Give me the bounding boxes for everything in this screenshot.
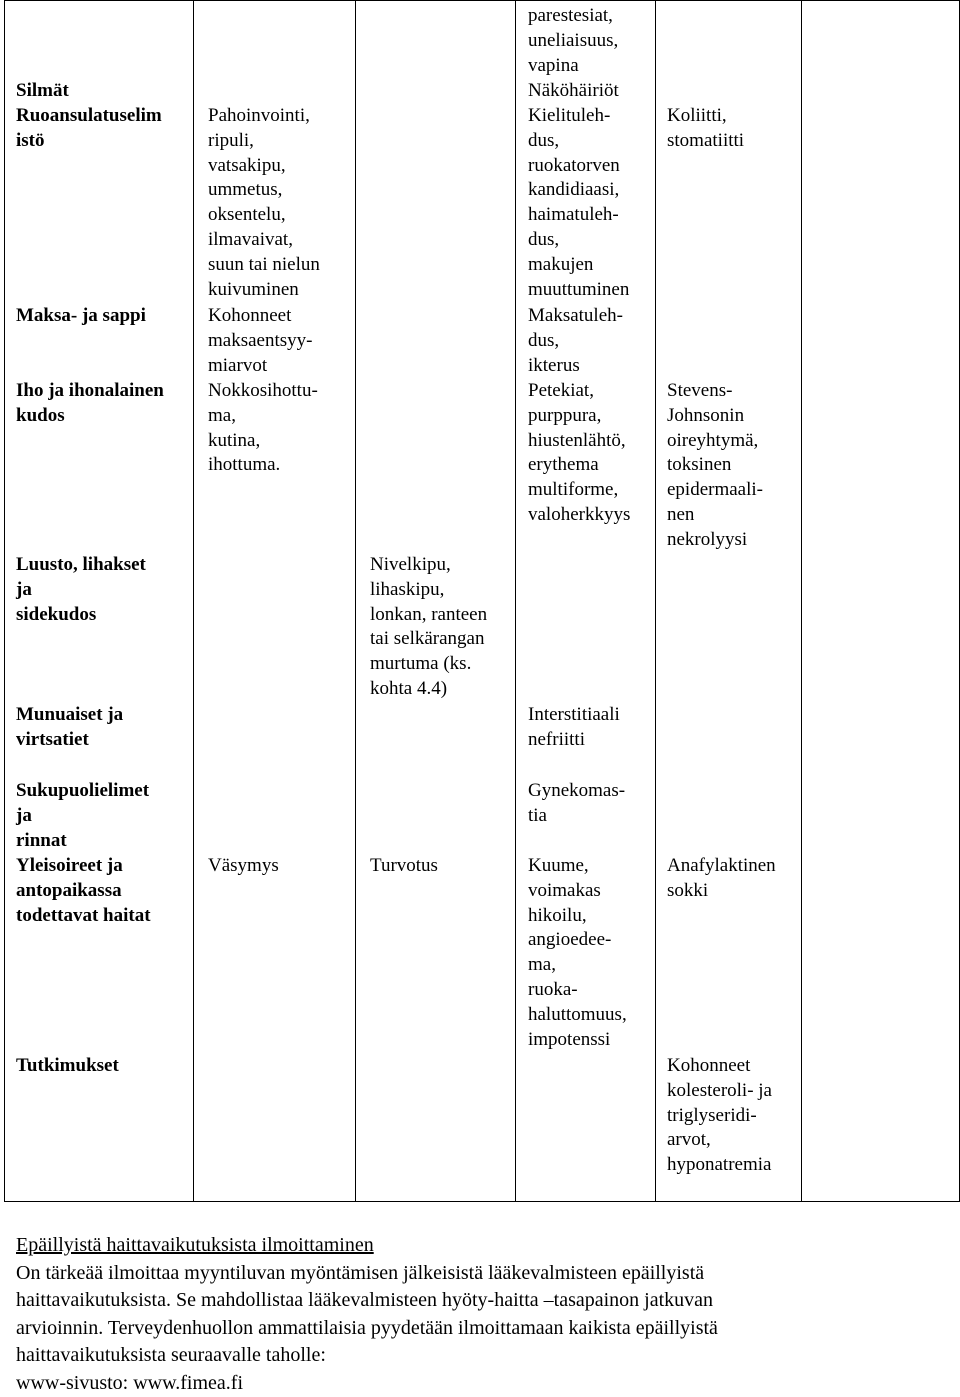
cell-effect-eyes: Näköhäiriöt xyxy=(528,79,619,104)
column-divider-4 xyxy=(655,0,656,1202)
adverse-effects-table xyxy=(4,0,960,1202)
table-border-left xyxy=(4,0,5,1202)
column-divider-2 xyxy=(355,0,356,1202)
organ-reproductive: Sukupuolielimet ja rinnat xyxy=(16,779,149,853)
reporting-text: On tärkeää ilmoittaa myyntiluvan myöntämisen jälkeisistä lääkevalmisteen epäillyistä haittavaikutuksista. Se mahdollistaa lääkevalmisteen hyöty-haitta –tasapainon jatkuvan arvioinnin. Terveydenhuollon ammattilaisia pyydetään ilmoittamaan kaikista epäillyistä haittavaikutuksista seuraavalle taholle: www-sivusto: www.fimea.fi xyxy=(16,1260,946,1397)
column-divider-5 xyxy=(801,0,802,1202)
cell-digestive-rare: Kielituleh- dus, ruokatorven kandidiaasi, haimatuleh- dus, makujen muuttuminen xyxy=(528,104,629,302)
column-divider-3 xyxy=(515,0,516,1202)
organ-liver: Maksa- ja sappi xyxy=(16,304,146,329)
organ-eyes: Silmät xyxy=(16,79,69,104)
organ-skin: Iho ja ihonalainen kudos xyxy=(16,379,164,429)
cell-kidney-rare: Interstitiaali nefriitti xyxy=(528,703,620,753)
table-border-top xyxy=(4,0,960,1)
column-divider-1 xyxy=(193,0,194,1202)
organ-kidney: Munuaiset ja virtsatiet xyxy=(16,703,123,753)
cell-general-rare: Kuume, voimakas hikoilu, angioedee- ma, ruoka- haluttomuus, impotenssi xyxy=(528,854,627,1052)
organ-investigations: Tutkimukset xyxy=(16,1054,119,1079)
cell-liver-rare: Maksatuleh- dus, ikterus xyxy=(528,304,623,378)
cell-liver-common: Kohonneet maksaentsyy- miarvot xyxy=(208,304,312,378)
cell-skin-rare: Petekiat, purppura, hiustenlähtö, erythema multiforme, valoherkkyys xyxy=(528,379,630,528)
cell-skin-common: Nokkosihottu- ma, kutina, ihottuma. xyxy=(208,379,318,478)
reporting-section xyxy=(16,1232,946,1397)
cell-investigations-very-rare: Kohonneet kolesteroli- ja triglyseridi- arvot, hyponatremia xyxy=(667,1054,772,1178)
cell-general-uncommon: Turvotus xyxy=(370,854,438,879)
cell-skin-very-rare: Stevens- Johnsonin oireyhtymä, toksinen epidermaali- nen nekrolyysi xyxy=(667,379,763,553)
cell-general-very-rare: Anafylaktinen sokki xyxy=(667,854,776,904)
cell-general-common: Väsymys xyxy=(208,854,279,879)
organ-digestive: Ruoansulatuselim istö xyxy=(16,104,162,154)
cell-effect-nervous: parestesiat, uneliaisuus, vapina xyxy=(528,4,618,78)
cell-digestive-common: Pahoinvointi, ripuli, vatsakipu, ummetus, oksentelu, ilmavaivat, suun tai nielun kuivuminen xyxy=(208,104,320,302)
organ-general: Yleisoireet ja antopaikassa todettavat haitat xyxy=(16,854,151,928)
cell-digestive-very-rare: Koliitti, stomatiitti xyxy=(667,104,744,154)
table-border-bottom xyxy=(4,1201,960,1202)
organ-musculoskeletal: Luusto, lihakset ja sidekudos xyxy=(16,553,146,627)
cell-musculoskeletal-uncommon: Nivelkipu, lihaskipu, lonkan, ranteen tai selkärangan murtuma (ks. kohta 4.4) xyxy=(370,553,487,702)
cell-reproductive-rare: Gynekomas- tia xyxy=(528,779,625,829)
reporting-title: Epäillyistä haittavaikutuksista ilmoittaminen xyxy=(16,1232,946,1260)
